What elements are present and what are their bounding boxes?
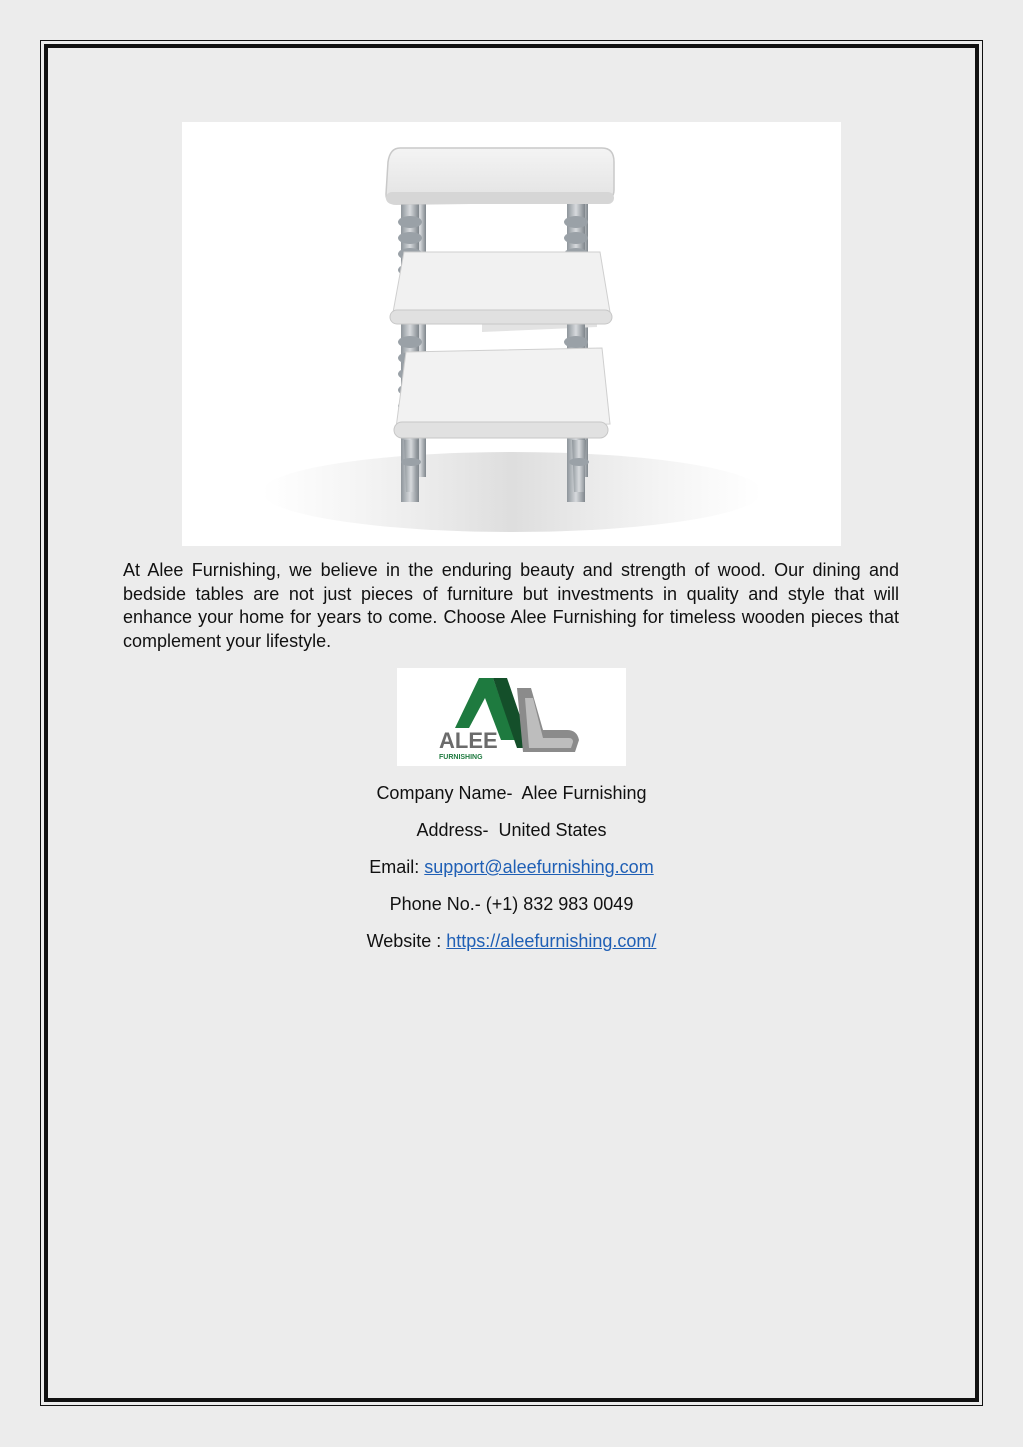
address-line: Address- United States: [416, 820, 607, 840]
logo-wordmark: ALEE: [439, 728, 498, 753]
phone-line: Phone No.- (+1) 832 983 0049: [389, 894, 634, 914]
product-image-side-table: [182, 122, 841, 546]
website-label: Website :: [366, 931, 447, 951]
intro-paragraph: At Alee Furnishing, we believe in the enduring beauty and strength of wood. Our dining and bedside tables are not just pieces of furniture but investments in quality and style that will enhance your home for years to come. Choose Alee Furnishing for timeless wooden pieces that complement your lifestyle.: [123, 560, 899, 651]
alee-furnishing-logo: [397, 668, 626, 766]
email-line: [0, 856, 1023, 878]
website-link[interactable]: https://aleefurnishing.com/: [446, 931, 657, 951]
website-line: [0, 930, 1023, 952]
email-link[interactable]: support@aleefurnishing.com: [424, 857, 654, 877]
company-name-line: Company Name- Alee Furnishing: [376, 783, 647, 803]
logo-tagline: FURNISHING: [439, 754, 483, 761]
email-label: Email:: [369, 857, 425, 877]
